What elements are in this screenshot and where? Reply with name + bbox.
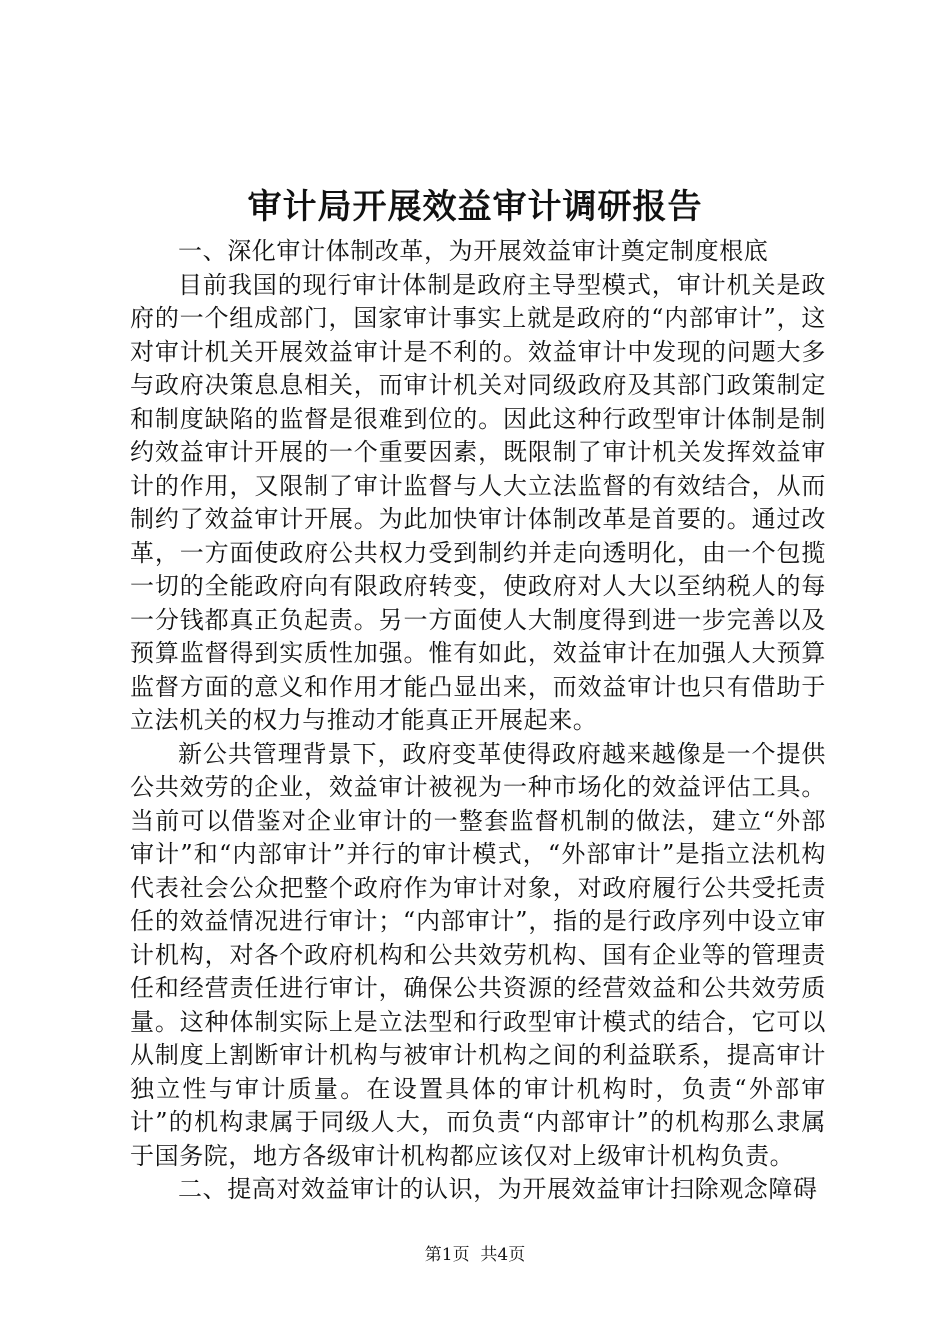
section-heading-2: 二、提高对效益审计的认识，为开展效益审计扫除观念障碍 <box>178 1175 818 1203</box>
document-body <box>130 235 826 1207</box>
section-heading-1: 一、深化审计体制改革，为开展效益审计奠定制度根底 <box>178 237 769 265</box>
page-total: 共4页 <box>480 1245 526 1265</box>
body-paragraph: 新公共管理背景下，政府变革使得政府越来越像是一个提供公共效劳的企业，效益审计被视为一种市场化的效益评估工具。当前可以借鉴对企业审计的一整套监督机制的做法，建立“外部审计”和“内部审计”并行的审计模式，“外部审计”是指立法机构代表社会公众把整个政府作为审计对象，对政府履行公共受托责任的效益情况进行审计；“内部审计”，指的是行政序列中设立审计机构，对各个政府机构和公共效劳机构、国有企业等的管理责任和经营责任进行审计，确保公共资源的经营效益和公共效劳质量。这种体制实际上是立法型和行政型审计模式的结合，它可以从制度上割断审计机构与被审计机构之间的利益联系，提高审计独立性与审计质量。在设置具体的审计机构时，负责“外部审计”的机构隶属于同级人大，而负责“内部审计”的机构那么隶属于国务院，地方各级审计机构都应该仅对上级审计机构负责。 <box>130 739 826 1170</box>
document-title: 审计局开展效益审计调研报告 <box>247 187 703 227</box>
body-paragraph: 目前我国的现行审计体制是政府主导型模式，审计机关是政府的一个组成部门，国家审计事实上就是政府的“内部审计”，这对审计机关开展效益审计是不利的。效益审计中发现的问题大多与政府决策息息相关，而审计机关对同级政府及其部门政策制定和制度缺陷的监督是很难到位的。因此这种行政型审计体制是制约效益审计开展的一个重要因素，既限制了审计机关发挥效益审计的作用，又限制了审计监督与人大立法监督的有效结合，从而制约了效益审计开展。为此加快审计体制改革是首要的。通过改革，一方面使政府公共权力受到制约并走向透明化，由一个包揽一切的全能政府向有限政府转变，使政府对人大以至纳税人的每一分钱都真正负起责。另一方面使人大制度得到进一步完善以及预算监督得到实质性加强。惟有如此，效益审计在加强人大预算监督方面的意义和作用才能凸显出来，而效益审计也只有借助于立法机关的权力与推动才能真正开展起来。 <box>130 270 826 734</box>
page-number: 第1页 <box>424 1245 470 1265</box>
page-footer <box>0 1243 950 1267</box>
